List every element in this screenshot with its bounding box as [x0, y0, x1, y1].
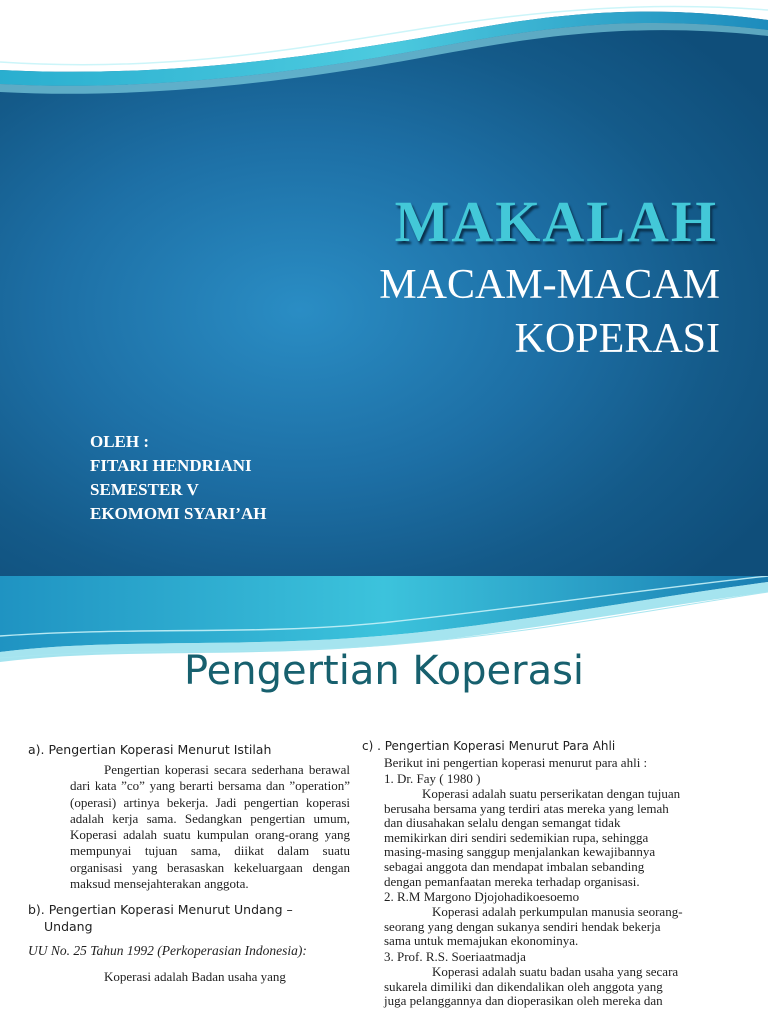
section-c-heading: c) . Pengertian Koperasi Menurut Para Ahli [362, 739, 616, 753]
expert-2-text [384, 905, 754, 949]
expert-3-line: Koperasi adalah suatu badan usaha yang secara [432, 963, 679, 979]
expert-3-line: juga pelanggannya dan dioperasikan oleh mereka dan [384, 993, 663, 1009]
slide-title: MAKALAH [394, 189, 718, 254]
expert-1-line: memikirkan diri sendiri sedemikian rupa, sehingga [384, 829, 649, 845]
subtitle-line-2: KOPERASI [514, 316, 720, 362]
expert-1-name: 1. Dr. Fay ( 1980 ) [384, 771, 481, 786]
content-slide [0, 576, 768, 1024]
expert-1-text [384, 787, 754, 889]
author-line-3: SEMESTER V [90, 480, 199, 499]
section-title: Pengertian Koperasi [183, 648, 585, 694]
expert-2-line: Koperasi adalah perkumpulan manusia seorang- [432, 904, 683, 920]
law-reference: UU No. 25 Tahun 1992 (Perkoperasian Indonesia): [28, 943, 307, 959]
author-line-1: OLEH : [90, 432, 150, 451]
section-a-text: Pengertian koperasi secara sederhana berawal dari kata ”co” yang berarti bersama dan ”operation” (operasi) artinya bekerja. Jadi pengertian koperasi adalah kerja sama. Sedangkan pengertian umum, Koperasi adalah suatu kumpulan orang-orang yang mempunyai tujuan sama, diikat dalam suatu organisasi yang berasaskan kekeluargaan dengan maksud mensejahterakan anggota. [70, 762, 350, 892]
section-a-heading: a). Pengertian Koperasi Menurut Istilah [28, 742, 272, 757]
section-b-heading-line2: Undang [44, 919, 93, 935]
expert-1-line: masing-masing sanggup menjalankan kewajibannya [384, 844, 656, 860]
expert-1-line: berusaha bersama yang terdiri atas mereka yang lemah [384, 800, 669, 816]
subtitle-line-1: MACAM-MACAM [379, 262, 720, 308]
expert-3-line: sukarela dimiliki dan dikendalikan oleh anggota yang [384, 978, 663, 994]
section-c-intro: Berikut ini pengertian koperasi menurut para ahli : [384, 755, 648, 770]
slide-subtitle [240, 258, 720, 366]
expert-1-line: Koperasi adalah suatu perserikatan dengan tujuan [422, 786, 681, 801]
expert-2-name: 2. R.M Margono Djojohadikoesoemo [384, 889, 580, 905]
right-column [362, 738, 754, 1009]
author-block [90, 430, 266, 526]
expert-3-name: 3. Prof. R.S. Soeriaatmadja [384, 948, 526, 964]
expert-1-line: dan diusahakan selalu dengan semangat tidak [384, 815, 621, 831]
expert-3-text [384, 965, 754, 1009]
author-line-2: FITARI HENDRIANI [90, 456, 252, 475]
top-wave-decoration [0, 0, 768, 110]
section-b-text: Koperasi adalah Badan usaha yang [104, 969, 286, 985]
expert-1-line: dengan pemanfaatan mereka terhadap organisasi. [384, 873, 640, 889]
expert-2-line: seorang yang dengan sukanya sendiri hendak bekerja [384, 918, 661, 934]
expert-1-line: sebagai anggota dan mendapat imbalan sebanding [384, 858, 645, 874]
author-line-4: EKOMOMI SYARI’AH [90, 504, 267, 523]
expert-2-line: sama untuk memajukan ekonominya. [384, 933, 579, 949]
section-b-heading-line1: b). Pengertian Koperasi Menurut Undang – [28, 902, 293, 918]
left-column [28, 741, 350, 985]
